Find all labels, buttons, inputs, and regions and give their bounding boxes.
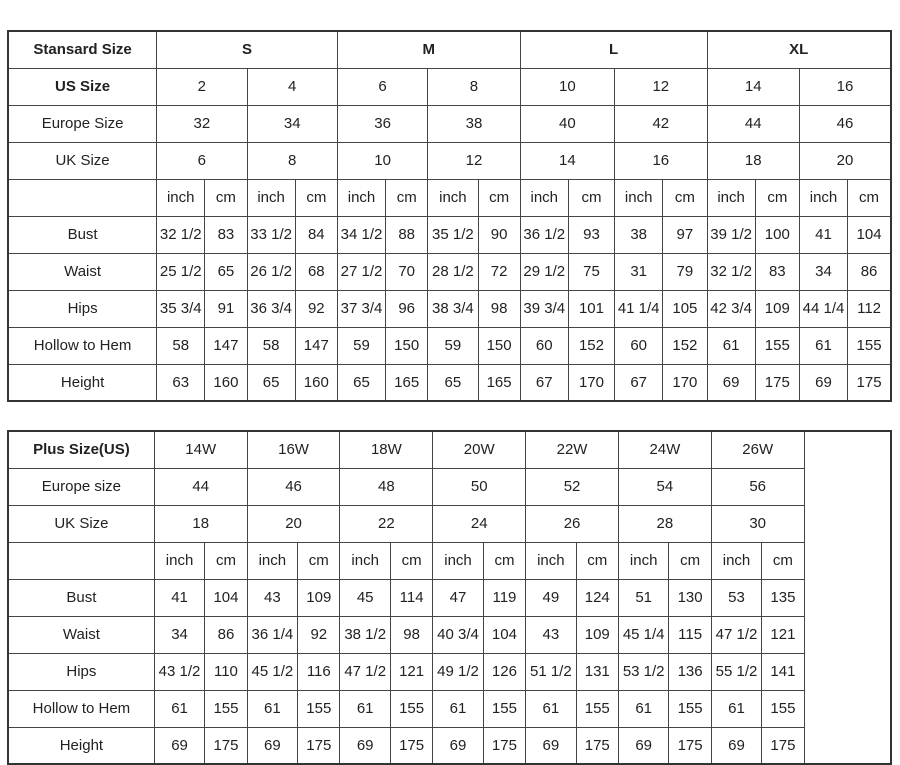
measurement-inch-cell: 47 1/2 bbox=[340, 653, 390, 690]
measurement-cm-cell: 165 bbox=[478, 364, 520, 401]
unit-inch: inch bbox=[526, 542, 576, 579]
measurement-cm-cell: 121 bbox=[762, 616, 804, 653]
measurement-inch-cell: 44 1/4 bbox=[799, 290, 847, 327]
plus-europe-cell: 52 bbox=[526, 468, 619, 505]
measurement-inch-cell: 61 bbox=[154, 690, 204, 727]
plus-size-cell: 14W bbox=[154, 431, 247, 468]
measurement-cm-cell: 131 bbox=[576, 653, 618, 690]
measurement-cm-cell: 155 bbox=[576, 690, 618, 727]
measurement-cm-cell: 175 bbox=[755, 364, 799, 401]
measurement-cm-cell: 119 bbox=[483, 579, 525, 616]
uk-size-cell: 14 bbox=[520, 142, 614, 179]
standard-measurements bbox=[8, 216, 891, 401]
plus-uk-label: UK Size bbox=[8, 505, 154, 542]
measurement-cm-cell: 155 bbox=[390, 690, 432, 727]
measurement-inch-cell: 32 1/2 bbox=[707, 253, 755, 290]
measurement-cm-cell: 100 bbox=[755, 216, 799, 253]
size-group-xl: XL bbox=[707, 31, 891, 68]
unit-cm: cm bbox=[386, 179, 428, 216]
measurement-inch-cell: 28 1/2 bbox=[428, 253, 478, 290]
measurement-cm-cell: 109 bbox=[576, 616, 618, 653]
measurement-inch-cell: 36 1/4 bbox=[247, 616, 297, 653]
plus-uk-cell: 30 bbox=[711, 505, 804, 542]
measurement-inch-cell: 37 3/4 bbox=[337, 290, 385, 327]
europe-size-cell: 46 bbox=[799, 105, 891, 142]
unit-row-blank bbox=[8, 179, 157, 216]
plus-size-cell: 24W bbox=[618, 431, 711, 468]
standard-title: Stansard Size bbox=[8, 31, 157, 68]
europe-size-cell: 32 bbox=[157, 105, 247, 142]
unit-cm: cm bbox=[576, 542, 618, 579]
measurement-row bbox=[8, 653, 891, 690]
measurement-inch-cell: 40 3/4 bbox=[433, 616, 483, 653]
measurement-cm-cell: 83 bbox=[205, 216, 247, 253]
measurement-cm-cell: 135 bbox=[762, 579, 804, 616]
measurement-inch-cell: 34 1/2 bbox=[337, 216, 385, 253]
measurement-inch-cell: 61 bbox=[618, 690, 668, 727]
measurement-inch-cell: 55 1/2 bbox=[711, 653, 761, 690]
standard-size-table bbox=[7, 30, 892, 402]
measurement-cm-cell: 136 bbox=[669, 653, 711, 690]
measurement-inch-cell: 61 bbox=[433, 690, 483, 727]
plus-europe-cell: 56 bbox=[711, 468, 804, 505]
plus-europe-cell: 50 bbox=[433, 468, 526, 505]
measurement-cm-cell: 152 bbox=[663, 327, 707, 364]
measurement-row bbox=[8, 253, 891, 290]
plus-unit-row bbox=[8, 542, 891, 579]
size-group-l: L bbox=[520, 31, 707, 68]
measurement-cm-cell: 97 bbox=[663, 216, 707, 253]
measurement-inch-cell: 36 1/2 bbox=[520, 216, 568, 253]
unit-cm: cm bbox=[848, 179, 891, 216]
measurement-label: Bust bbox=[8, 216, 157, 253]
size-group-m: M bbox=[337, 31, 520, 68]
measurement-inch-cell: 47 1/2 bbox=[711, 616, 761, 653]
us-size-cell: 10 bbox=[520, 68, 614, 105]
measurement-inch-cell: 58 bbox=[157, 327, 205, 364]
measurement-inch-cell: 35 1/2 bbox=[428, 216, 478, 253]
measurement-inch-cell: 69 bbox=[711, 727, 761, 764]
measurement-inch-cell: 41 bbox=[154, 579, 204, 616]
measurement-cm-cell: 84 bbox=[295, 216, 337, 253]
measurement-cm-cell: 175 bbox=[762, 727, 804, 764]
measurement-cm-cell: 155 bbox=[762, 690, 804, 727]
measurement-inch-cell: 69 bbox=[526, 727, 576, 764]
measurement-inch-cell: 69 bbox=[799, 364, 847, 401]
measurement-cm-cell: 150 bbox=[386, 327, 428, 364]
measurement-inch-cell: 65 bbox=[337, 364, 385, 401]
measurement-cm-cell: 155 bbox=[848, 327, 891, 364]
plus-title: Plus Size(US) bbox=[8, 431, 154, 468]
measurement-label: Height bbox=[8, 364, 157, 401]
measurement-inch-cell: 53 bbox=[711, 579, 761, 616]
measurement-inch-cell: 32 1/2 bbox=[157, 216, 205, 253]
unit-cm: cm bbox=[669, 542, 711, 579]
measurement-cm-cell: 83 bbox=[755, 253, 799, 290]
measurement-inch-cell: 38 1/2 bbox=[340, 616, 390, 653]
unit-cm: cm bbox=[483, 542, 525, 579]
unit-cm: cm bbox=[298, 542, 340, 579]
measurement-cm-cell: 170 bbox=[663, 364, 707, 401]
measurement-cm-cell: 86 bbox=[205, 616, 247, 653]
plus-header-row bbox=[8, 431, 891, 468]
measurement-cm-cell: 101 bbox=[568, 290, 614, 327]
uk-size-cell: 10 bbox=[337, 142, 427, 179]
unit-inch: inch bbox=[154, 542, 204, 579]
measurement-cm-cell: 155 bbox=[205, 690, 247, 727]
measurement-cm-cell: 155 bbox=[755, 327, 799, 364]
measurement-inch-cell: 69 bbox=[433, 727, 483, 764]
europe-size-cell: 34 bbox=[247, 105, 337, 142]
measurement-cm-cell: 75 bbox=[568, 253, 614, 290]
measurement-cm-cell: 121 bbox=[390, 653, 432, 690]
measurement-cm-cell: 115 bbox=[669, 616, 711, 653]
measurement-inch-cell: 43 bbox=[247, 579, 297, 616]
measurement-inch-cell: 41 bbox=[799, 216, 847, 253]
measurement-inch-cell: 27 1/2 bbox=[337, 253, 385, 290]
unit-inch: inch bbox=[157, 179, 205, 216]
europe-size-cell: 38 bbox=[428, 105, 520, 142]
plus-europe-cell: 54 bbox=[618, 468, 711, 505]
unit-cm: cm bbox=[390, 542, 432, 579]
plus-uk-cell: 28 bbox=[618, 505, 711, 542]
measurement-cm-cell: 109 bbox=[755, 290, 799, 327]
measurement-cm-cell: 175 bbox=[848, 364, 891, 401]
unit-inch: inch bbox=[433, 542, 483, 579]
measurement-label: Hips bbox=[8, 290, 157, 327]
measurement-cm-cell: 98 bbox=[478, 290, 520, 327]
measurement-inch-cell: 45 bbox=[340, 579, 390, 616]
europe-size-cell: 42 bbox=[615, 105, 707, 142]
measurement-inch-cell: 49 1/2 bbox=[433, 653, 483, 690]
measurement-cm-cell: 88 bbox=[386, 216, 428, 253]
measurement-inch-cell: 26 1/2 bbox=[247, 253, 295, 290]
unit-row bbox=[8, 179, 891, 216]
unit-cm: cm bbox=[762, 542, 804, 579]
measurement-inch-cell: 67 bbox=[615, 364, 663, 401]
measurement-inch-cell: 39 1/2 bbox=[707, 216, 755, 253]
measurement-cm-cell: 110 bbox=[205, 653, 247, 690]
europe-size-cell: 36 bbox=[337, 105, 427, 142]
measurement-inch-cell: 67 bbox=[520, 364, 568, 401]
measurement-row bbox=[8, 616, 891, 653]
us-size-cell: 12 bbox=[615, 68, 707, 105]
measurement-inch-cell: 51 1/2 bbox=[526, 653, 576, 690]
measurement-row bbox=[8, 690, 891, 727]
measurement-inch-cell: 61 bbox=[799, 327, 847, 364]
measurement-inch-cell: 59 bbox=[337, 327, 385, 364]
unit-inch: inch bbox=[799, 179, 847, 216]
size-group-s: S bbox=[157, 31, 338, 68]
measurement-label: Waist bbox=[8, 253, 157, 290]
measurement-inch-cell: 34 bbox=[799, 253, 847, 290]
unit-inch: inch bbox=[337, 179, 385, 216]
measurement-inch-cell: 59 bbox=[428, 327, 478, 364]
measurement-label: Hollow to Hem bbox=[8, 327, 157, 364]
uk-size-cell: 18 bbox=[707, 142, 799, 179]
measurement-inch-cell: 61 bbox=[247, 690, 297, 727]
measurement-cm-cell: 112 bbox=[848, 290, 891, 327]
europe-size-row bbox=[8, 105, 891, 142]
measurement-cm-cell: 114 bbox=[390, 579, 432, 616]
measurement-inch-cell: 61 bbox=[526, 690, 576, 727]
measurement-inch-cell: 42 3/4 bbox=[707, 290, 755, 327]
measurement-inch-cell: 69 bbox=[247, 727, 297, 764]
europe-size-cell: 44 bbox=[707, 105, 799, 142]
measurement-row bbox=[8, 327, 891, 364]
measurement-cm-cell: 165 bbox=[386, 364, 428, 401]
measurement-cm-cell: 130 bbox=[669, 579, 711, 616]
unit-inch: inch bbox=[428, 179, 478, 216]
measurement-inch-cell: 49 bbox=[526, 579, 576, 616]
measurement-inch-cell: 65 bbox=[247, 364, 295, 401]
measurement-cm-cell: 70 bbox=[386, 253, 428, 290]
measurement-cm-cell: 96 bbox=[386, 290, 428, 327]
europe-size-label: Europe Size bbox=[8, 105, 157, 142]
us-size-cell: 4 bbox=[247, 68, 337, 105]
plus-europe-cell: 44 bbox=[154, 468, 247, 505]
measurement-inch-cell: 38 3/4 bbox=[428, 290, 478, 327]
measurement-cm-cell: 175 bbox=[390, 727, 432, 764]
uk-size-cell: 20 bbox=[799, 142, 891, 179]
measurement-cm-cell: 155 bbox=[483, 690, 525, 727]
measurement-cm-cell: 98 bbox=[390, 616, 432, 653]
unit-inch: inch bbox=[618, 542, 668, 579]
measurement-cm-cell: 170 bbox=[568, 364, 614, 401]
unit-cm: cm bbox=[205, 542, 247, 579]
measurement-cm-cell: 175 bbox=[298, 727, 340, 764]
us-size-cell: 2 bbox=[157, 68, 247, 105]
plus-size-cell: 20W bbox=[433, 431, 526, 468]
measurement-inch-cell: 39 3/4 bbox=[520, 290, 568, 327]
plus-size-cell: 18W bbox=[340, 431, 433, 468]
measurement-inch-cell: 25 1/2 bbox=[157, 253, 205, 290]
plus-uk-cell: 26 bbox=[526, 505, 619, 542]
plus-size-cell: 16W bbox=[247, 431, 340, 468]
plus-uk-cell: 24 bbox=[433, 505, 526, 542]
measurement-cm-cell: 104 bbox=[848, 216, 891, 253]
unit-cm: cm bbox=[755, 179, 799, 216]
measurement-cm-cell: 65 bbox=[205, 253, 247, 290]
measurement-cm-cell: 160 bbox=[295, 364, 337, 401]
unit-inch: inch bbox=[247, 179, 295, 216]
plus-uk-cell: 20 bbox=[247, 505, 340, 542]
unit-inch: inch bbox=[615, 179, 663, 216]
measurement-inch-cell: 69 bbox=[340, 727, 390, 764]
measurement-cm-cell: 141 bbox=[762, 653, 804, 690]
measurement-cm-cell: 116 bbox=[298, 653, 340, 690]
us-size-cell: 6 bbox=[337, 68, 427, 105]
plus-uk-cell: 18 bbox=[154, 505, 247, 542]
us-size-cell: 14 bbox=[707, 68, 799, 105]
uk-size-cell: 12 bbox=[428, 142, 520, 179]
plus-empty-column bbox=[804, 431, 891, 579]
measurement-row bbox=[8, 364, 891, 401]
uk-size-row bbox=[8, 142, 891, 179]
unit-cm: cm bbox=[295, 179, 337, 216]
measurement-cm-cell: 91 bbox=[205, 290, 247, 327]
measurement-inch-cell: 61 bbox=[707, 327, 755, 364]
measurement-cm-cell: 175 bbox=[483, 727, 525, 764]
unit-inch: inch bbox=[711, 542, 761, 579]
measurement-inch-cell: 36 3/4 bbox=[247, 290, 295, 327]
measurement-cm-cell: 92 bbox=[295, 290, 337, 327]
plus-size-cell: 22W bbox=[526, 431, 619, 468]
measurement-label: Hips bbox=[8, 653, 154, 690]
unit-inch: inch bbox=[247, 542, 297, 579]
measurement-cm-cell: 155 bbox=[298, 690, 340, 727]
plus-size-table bbox=[7, 430, 892, 765]
measurement-cm-cell: 147 bbox=[295, 327, 337, 364]
measurement-cm-cell: 68 bbox=[295, 253, 337, 290]
measurement-inch-cell: 61 bbox=[711, 690, 761, 727]
measurement-inch-cell: 45 1/2 bbox=[247, 653, 297, 690]
plus-measurements bbox=[8, 579, 891, 764]
plus-unit-row-blank bbox=[8, 542, 154, 579]
unit-cm: cm bbox=[478, 179, 520, 216]
unit-inch: inch bbox=[520, 179, 568, 216]
us-size-label: US Size bbox=[8, 68, 157, 105]
measurement-cm-cell: 104 bbox=[205, 579, 247, 616]
europe-size-cell: 40 bbox=[520, 105, 614, 142]
measurement-cm-cell: 104 bbox=[483, 616, 525, 653]
uk-size-cell: 8 bbox=[247, 142, 337, 179]
unit-inch: inch bbox=[707, 179, 755, 216]
measurement-label: Hollow to Hem bbox=[8, 690, 154, 727]
measurement-cm-cell: 160 bbox=[205, 364, 247, 401]
plus-size-cell: 26W bbox=[711, 431, 804, 468]
measurement-inch-cell: 63 bbox=[157, 364, 205, 401]
measurement-cm-cell: 150 bbox=[478, 327, 520, 364]
measurement-inch-cell: 41 1/4 bbox=[615, 290, 663, 327]
unit-cm: cm bbox=[205, 179, 247, 216]
unit-cm: cm bbox=[663, 179, 707, 216]
uk-size-cell: 6 bbox=[157, 142, 247, 179]
plus-europe-row bbox=[8, 468, 891, 505]
measurement-inch-cell: 60 bbox=[520, 327, 568, 364]
plus-europe-cell: 46 bbox=[247, 468, 340, 505]
measurement-cm-cell: 152 bbox=[568, 327, 614, 364]
uk-size-cell: 16 bbox=[615, 142, 707, 179]
measurement-inch-cell: 43 bbox=[526, 616, 576, 653]
measurement-cm-cell: 92 bbox=[298, 616, 340, 653]
measurement-inch-cell: 69 bbox=[707, 364, 755, 401]
measurement-inch-cell: 45 1/4 bbox=[618, 616, 668, 653]
measurement-cm-cell: 109 bbox=[298, 579, 340, 616]
measurement-inch-cell: 33 1/2 bbox=[247, 216, 295, 253]
measurement-inch-cell: 47 bbox=[433, 579, 483, 616]
plus-europe-cell: 48 bbox=[340, 468, 433, 505]
measurement-row bbox=[8, 727, 891, 764]
plus-uk-row bbox=[8, 505, 891, 542]
standard-header-row bbox=[8, 31, 891, 68]
measurement-inch-cell: 38 bbox=[615, 216, 663, 253]
measurement-label: Waist bbox=[8, 616, 154, 653]
measurement-inch-cell: 65 bbox=[428, 364, 478, 401]
unit-inch: inch bbox=[340, 542, 390, 579]
measurement-cm-cell: 86 bbox=[848, 253, 891, 290]
measurement-cm-cell: 105 bbox=[663, 290, 707, 327]
measurement-row bbox=[8, 579, 891, 616]
measurement-inch-cell: 51 bbox=[618, 579, 668, 616]
measurement-cm-cell: 79 bbox=[663, 253, 707, 290]
measurement-inch-cell: 31 bbox=[615, 253, 663, 290]
us-size-cell: 16 bbox=[799, 68, 891, 105]
uk-size-label: UK Size bbox=[8, 142, 157, 179]
us-size-cell: 8 bbox=[428, 68, 520, 105]
measurement-row bbox=[8, 216, 891, 253]
plus-uk-cell: 22 bbox=[340, 505, 433, 542]
measurement-cm-cell: 175 bbox=[669, 727, 711, 764]
measurement-row bbox=[8, 290, 891, 327]
measurement-inch-cell: 61 bbox=[340, 690, 390, 727]
measurement-cm-cell: 126 bbox=[483, 653, 525, 690]
measurement-inch-cell: 69 bbox=[154, 727, 204, 764]
measurement-inch-cell: 60 bbox=[615, 327, 663, 364]
measurement-cm-cell: 124 bbox=[576, 579, 618, 616]
plus-europe-label: Europe size bbox=[8, 468, 154, 505]
measurement-cm-cell: 175 bbox=[205, 727, 247, 764]
measurement-inch-cell: 34 bbox=[154, 616, 204, 653]
measurement-cm-cell: 90 bbox=[478, 216, 520, 253]
measurement-inch-cell: 43 1/2 bbox=[154, 653, 204, 690]
measurement-cm-cell: 175 bbox=[576, 727, 618, 764]
measurement-cm-cell: 72 bbox=[478, 253, 520, 290]
measurement-inch-cell: 69 bbox=[618, 727, 668, 764]
unit-cm: cm bbox=[568, 179, 614, 216]
measurement-inch-cell: 29 1/2 bbox=[520, 253, 568, 290]
measurement-inch-cell: 35 3/4 bbox=[157, 290, 205, 327]
measurement-cm-cell: 155 bbox=[669, 690, 711, 727]
measurement-cm-cell: 93 bbox=[568, 216, 614, 253]
measurement-cm-cell: 147 bbox=[205, 327, 247, 364]
measurement-label: Bust bbox=[8, 579, 154, 616]
us-size-row bbox=[8, 68, 891, 105]
measurement-inch-cell: 53 1/2 bbox=[618, 653, 668, 690]
measurement-inch-cell: 58 bbox=[247, 327, 295, 364]
measurement-label: Height bbox=[8, 727, 154, 764]
